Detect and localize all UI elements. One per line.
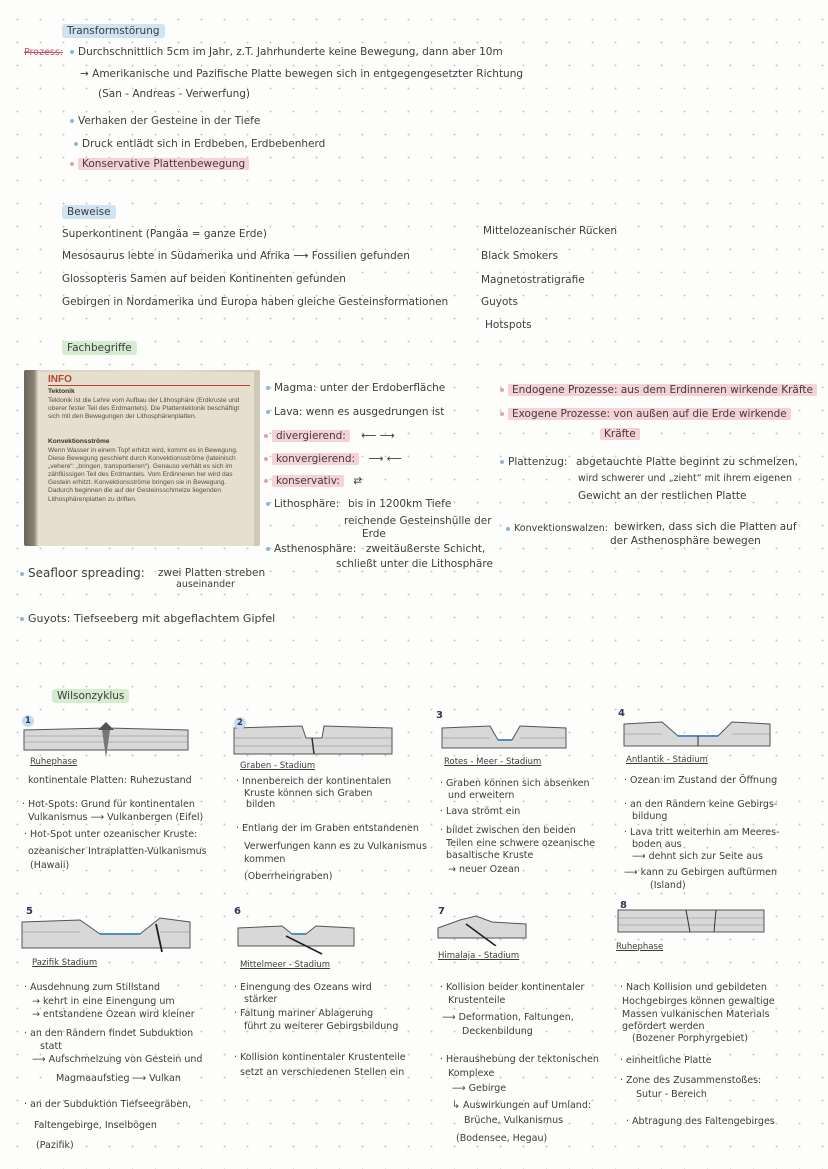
stage-3-line: basaltische Kruste xyxy=(446,850,534,861)
stage-1-name: Ruhephase xyxy=(30,757,78,767)
section-heading-beweise: Beweise xyxy=(62,206,116,219)
stage-2-number: 2 xyxy=(234,717,246,729)
stage-8-line: (Bozener Porphyrgebiet) xyxy=(632,1033,748,1044)
konvektion-2: der Asthenosphäre bewegen xyxy=(610,535,761,547)
stage-2-diagram xyxy=(232,724,394,760)
stage-4-line: · an den Rändern keine Gebirgs- xyxy=(624,799,778,810)
stage-5-line: → kehrt in eine Einengung um xyxy=(32,996,175,1007)
seafloor-label: Seafloor spreading: xyxy=(20,567,145,580)
lava: Lava: wenn es ausgedrungen ist xyxy=(266,406,444,419)
stage-8-line: gefördert werden xyxy=(622,1021,705,1032)
stage-7-line: (Bodensee, Hegau) xyxy=(456,1133,548,1144)
stage-8-diagram xyxy=(616,906,766,938)
transform-line-6: Konservative Plattenbewegung xyxy=(70,158,249,171)
stage-5-line: · an der Subduktion Tiefseegräben, xyxy=(24,1099,192,1110)
stage-3-line: → neuer Ozean xyxy=(448,864,520,875)
stage-7-number: 7 xyxy=(438,906,445,917)
stage-8-name: Ruhephase xyxy=(616,942,664,952)
stage-6-line: stärker xyxy=(244,994,278,1005)
stage-1-line: (Hawaii) xyxy=(30,860,70,871)
stage-7-line: ⟶ Gebirge xyxy=(452,1083,507,1094)
stage-5-line: ⟶ Aufschmelzung von Gestein und xyxy=(32,1054,203,1065)
info-text-tektonik: Tektonik ist die Lehre vom Aufbau der Lithosphäre (Erdkruste und oberer fester Teil des Erdmantels). Die Plattentektonik beschäftigt sich mit den Bewegungen der Lithosphärenplatten. xyxy=(48,397,240,421)
stage-6-diagram xyxy=(236,922,356,956)
stage-3-name: Rotes - Meer - Stadium xyxy=(444,757,542,767)
stage-5-name: Pazifik Stadium xyxy=(32,958,98,968)
stage-7-line: Krustenteile xyxy=(448,995,506,1006)
stage-8-line: · Zone des Zusammenstoßes: xyxy=(620,1075,762,1086)
stage-8-line: · Abtragung des Faltengebirges xyxy=(626,1116,775,1127)
stage-5-line: (Pazifik) xyxy=(36,1140,74,1151)
plattenzug-2: wird schwerer und „zieht“ mit ihrem eigenen xyxy=(578,473,793,484)
info-heading-konvektion: Konvektionsströme xyxy=(48,438,110,445)
stage-5-line: Faltengebirge, Inselbögen xyxy=(34,1120,157,1131)
endogen: Endogene Prozesse: aus dem Erdinneren wirkende Kräfte xyxy=(500,384,817,397)
stage-3-line: · Graben können sich absenken xyxy=(440,778,590,789)
astheno-2: schließt unter die Lithosphäre xyxy=(336,558,493,570)
konservativ: konservativ: ⇄ xyxy=(264,475,362,488)
stage-2-line: Kruste können sich Graben xyxy=(244,788,373,799)
stage-7-line: Brüche, Vulkanismus xyxy=(464,1115,564,1126)
stage-5-line: statt xyxy=(40,1041,62,1052)
info-title: INFO xyxy=(48,374,72,385)
stage-4-number: 4 xyxy=(618,708,625,719)
stage-2-line: Verwerfungen kann es zu Vulkanismus xyxy=(244,841,427,852)
beweis-left-3: Glossopteris Samen auf beiden Kontinenten gefunden xyxy=(62,273,346,285)
stage-3-line: Teilen eine schwere ozeanische xyxy=(446,838,596,849)
stage-2-line: kommen xyxy=(244,854,286,865)
seafloor-2: auseinander xyxy=(176,579,235,590)
stage-8-line: · Nach Kollision und gebildeten xyxy=(620,982,767,993)
konvektion-1: bewirken, dass sich die Platten auf xyxy=(614,521,797,533)
stage-2-line: · Entlang der im Graben entstandenen xyxy=(236,823,419,834)
stage-1-diagram xyxy=(22,722,190,758)
stage-1-line: Vulkanismus ⟶ Vulkanbergen (Eifel) xyxy=(28,812,204,823)
stage-5-line: · an den Rändern findet Subduktion xyxy=(24,1028,194,1039)
stage-4-line: ⟶ kann zu Gebirgen auftürmen xyxy=(624,867,778,878)
section-heading-fachbegriffe: Fachbegriffe xyxy=(62,342,137,355)
stage-8-line: Massen vulkanischen Materials xyxy=(622,1009,770,1020)
stage-3-diagram xyxy=(440,724,568,752)
stage-7-line: ↳ Auswirkungen auf Umland: xyxy=(452,1100,592,1111)
stage-4-diagram xyxy=(622,720,772,750)
stage-8-line: Hochgebirges können gewaltige xyxy=(622,996,775,1007)
beweis-right-4: Guyots xyxy=(481,296,519,308)
stage-7-line: Komplexe xyxy=(448,1068,495,1079)
stage-7-line: · Kollision beider kontinentaler xyxy=(440,982,585,993)
lithosphaere-label: Lithosphäre: xyxy=(266,498,339,511)
stage-6-line: · Kollision kontinentaler Krustenteile xyxy=(234,1052,406,1063)
stage-4-line: ⟶ dehnt sich zur Seite aus xyxy=(632,851,763,862)
stage-3-line: · bildet zwischen den beiden xyxy=(440,825,576,836)
konvergierend: konvergierend: ⟶ ⟵ xyxy=(264,453,402,466)
plattenzug-1: abgetauchte Platte beginnt zu schmelzen, xyxy=(576,456,798,468)
stage-8-line: · einheitliche Platte xyxy=(620,1055,712,1066)
stage-2-line: bilden xyxy=(246,799,276,810)
guyots-def: Guyots: Tiefseeberg mit abgeflachtem Gipfel xyxy=(20,612,275,625)
stage-7-line: Deckenbildung xyxy=(462,1026,533,1037)
stage-5-line: · Ausdehnung zum Stillstand xyxy=(24,982,161,993)
stage-3-line: und erweitern xyxy=(448,790,515,801)
section-heading-transform: Transformstörung xyxy=(62,25,165,38)
stage-5-diagram xyxy=(20,916,192,954)
stage-1-line: kontinentale Platten: Ruhezustand xyxy=(28,775,192,786)
stage-7-diagram xyxy=(436,912,528,946)
stage-7-line: ⟶ Deformation, Faltungen, xyxy=(442,1012,574,1023)
stage-3-number: 3 xyxy=(436,710,443,721)
stage-4-line: boden aus xyxy=(632,839,682,850)
stage-8-line: Sutur - Bereich xyxy=(636,1089,707,1100)
transform-line-5: Druck entlädt sich in Erdbeben, Erdbebenherd xyxy=(74,138,325,151)
beweis-right-3: Magnetostratigrafie xyxy=(481,274,585,286)
stage-5-line: Magmaaufstieg ⟶ Vulkan xyxy=(56,1073,181,1084)
transform-line-2: → Amerikanische und Pazifische Platte bewegen sich in entgegengesetzter Richtung xyxy=(80,68,524,80)
stage-4-line: · Lava tritt weiterhin am Meeres- xyxy=(624,827,780,838)
transform-line-4: Verhaken der Gesteine in der Tiefe xyxy=(70,115,260,128)
stage-1-line: · Hot-Spots: Grund für kontinentalen xyxy=(22,799,195,810)
stage-6-number: 6 xyxy=(234,906,241,917)
lithosphaere-2: reichende Gesteinshülle der xyxy=(344,515,492,527)
beweis-left-1: Superkontinent (Pangäa = ganze Erde) xyxy=(62,228,267,240)
stage-2-name: Graben - Stadium xyxy=(240,761,316,771)
stage-6-line: führt zu weiterer Gebirgsbildung xyxy=(244,1021,399,1032)
stage-6-name: Mittelmeer - Stadium xyxy=(240,960,331,970)
divergierend: divergierend: ⟵ ⟶ xyxy=(264,430,395,443)
stage-3-line: · Lava strömt ein xyxy=(440,806,521,817)
lithosphaere-3: Erde xyxy=(362,528,386,540)
stage-6-line: · Faltung mariner Ablagerung xyxy=(234,1008,374,1019)
info-heading-tektonik: Tektonik xyxy=(48,388,75,395)
exogen-2: Kräfte xyxy=(600,428,640,441)
stage-2-line: (Oberrheingraben) xyxy=(244,871,333,882)
beweis-left-4: Gebirgen in Nordamerika und Europa haben gleiche Gesteinsformationen xyxy=(62,296,449,308)
stage-6-line: · Einengung des Ozeans wird xyxy=(234,982,372,993)
seafloor-1: zwei Platten streben xyxy=(158,567,266,579)
plattenzug-3: Gewicht an der restlichen Platte xyxy=(578,490,747,502)
stage-4-line: · Ozean im Zustand der Öffnung xyxy=(624,775,778,786)
magma: Magma: unter der Erdoberfläche xyxy=(266,382,445,395)
lithosphaere-1: bis in 1200km Tiefe xyxy=(348,498,452,510)
transform-line-1: Durchschnittlich 5cm im Jahr, z.T. Jahrhunderte keine Bewegung, dann aber 10m xyxy=(70,46,503,59)
beweis-left-2: Mesosaurus lebte in Südamerika und Afrika ⟶ Fossilien gefunden xyxy=(62,250,410,262)
konvektion-label: Konvektionswalzen: xyxy=(506,523,608,535)
stage-7-name: Himalaja - Stadium xyxy=(438,951,520,961)
stage-5-number: 5 xyxy=(26,906,33,917)
info-box-photo xyxy=(24,370,260,546)
astheno-label: Asthenosphäre: xyxy=(266,543,356,556)
stage-7-line: · Heraushebung der tektonischen xyxy=(440,1054,599,1065)
section-heading-wilson: Wilsonzyklus xyxy=(52,690,129,703)
transform-line-3: (San - Andreas - Verwerfung) xyxy=(98,88,251,100)
info-rule xyxy=(48,385,250,386)
stage-5-line: → entstandene Ozean wird kleiner xyxy=(32,1009,195,1020)
astheno-1: zweitäußerste Schicht, xyxy=(366,543,486,555)
beweis-right-2: Black Smokers xyxy=(481,250,559,262)
stage-4-line: (Island) xyxy=(650,880,686,891)
stage-2-line: · Innenbereich der kontinentalen xyxy=(236,776,392,787)
beweis-right-1: Mittelozeanischer Rücken xyxy=(483,225,618,237)
stage-4-name: Antlantik - Stadium xyxy=(626,755,708,765)
stage-1-line: ozeanischer Intraplatten-Vulkanismus xyxy=(28,846,207,857)
prozess-label: Prozess: xyxy=(24,47,64,58)
stage-1-line: · Hot-Spot unter ozeanischer Kruste: xyxy=(24,829,198,840)
plattenzug-label: Plattenzug: xyxy=(500,456,567,469)
stage-1-number: 1 xyxy=(22,715,34,727)
exogen: Exogene Prozesse: von außen auf die Erde wirkende xyxy=(500,408,791,421)
stage-6-line: setzt an verschiedenen Stellen ein xyxy=(240,1067,405,1078)
stage-8-number: 8 xyxy=(620,900,627,911)
beweis-right-5: Hotspots xyxy=(485,319,532,331)
stage-4-line: bildung xyxy=(632,811,668,822)
info-text-konvektion: Wenn Wasser in einem Topf erhitzt wird, kommt es in Bewegung. Diese Bewegung geschieht durch Konvektionsströme (lateinisch „vehere“: „bringen, transportieren“). Genauso verhält es sich im zähflüssigen Teil des Erdmantels. Vom Erdinneren her wird das Gestein erhitzt. Konvektionsströme bringen sie in Bewegung. Dadurch beginnen die auf der Gesteinsschmelze liegenden Lithosphärenplatten zu driften. xyxy=(48,447,238,503)
